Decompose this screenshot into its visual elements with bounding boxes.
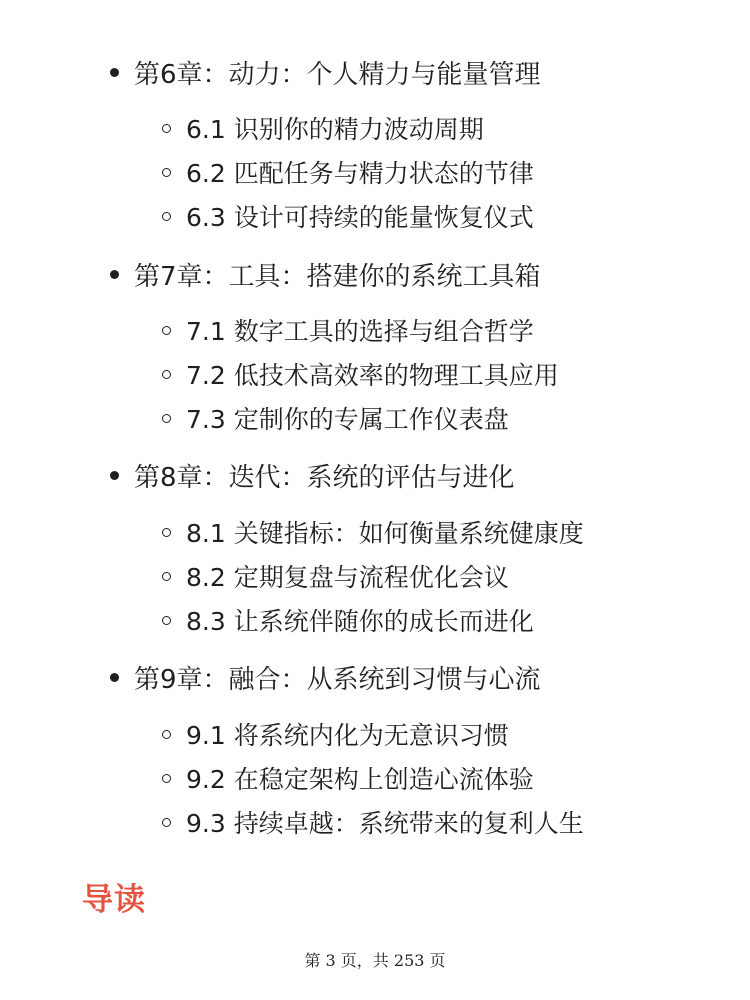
bullet-circle-icon [162, 774, 171, 783]
toc-chapter-9[interactable] [110, 657, 541, 697]
bullet-circle-icon [162, 370, 171, 379]
bullet-circle-icon [162, 528, 171, 537]
toc-section-6-1[interactable] [162, 110, 484, 146]
section-title: 9.3 持续卓越：系统带来的复利人生 [186, 809, 584, 838]
section-title: 7.2 低技术高效率的物理工具应用 [186, 361, 559, 390]
toc-section-6-2[interactable] [162, 154, 534, 190]
section-title: 6.2 匹配任务与精力状态的节律 [186, 159, 534, 188]
page-number-footer: 第 3 页，共 253 页 [304, 951, 446, 970]
bullet-circle-icon [162, 124, 171, 133]
chapter-title: 第7章：工具：搭建你的系统工具箱 [134, 261, 541, 292]
bullet-circle-icon [162, 326, 171, 335]
chapter-title: 第8章：迭代：系统的评估与进化 [134, 462, 515, 493]
toc-section-9-1[interactable] [162, 716, 509, 752]
bullet-circle-icon [162, 818, 171, 827]
toc-chapter-8[interactable] [110, 455, 515, 495]
bullet-circle-icon [162, 414, 171, 423]
section-title: 8.1 关键指标：如何衡量系统健康度 [186, 519, 584, 548]
section-title: 8.2 定期复盘与流程优化会议 [186, 563, 509, 592]
toc-section-8-3[interactable] [162, 602, 534, 638]
bullet-dot-icon [110, 68, 119, 77]
section-title: 8.3 让系统伴随你的成长而进化 [186, 607, 534, 636]
section-title: 6.1 识别你的精力波动周期 [186, 115, 484, 144]
section-title: 7.1 数字工具的选择与组合哲学 [186, 317, 534, 346]
bullet-circle-icon [162, 616, 171, 625]
chapter-title: 第9章：融合：从系统到习惯与心流 [134, 664, 541, 695]
section-title: 9.1 将系统内化为无意识习惯 [186, 721, 509, 750]
bullet-dot-icon [110, 270, 119, 279]
section-title: 7.3 定制你的专属工作仪表盘 [186, 405, 509, 434]
section-title: 6.3 设计可持续的能量恢复仪式 [186, 203, 534, 232]
toc-section-8-2[interactable] [162, 558, 509, 594]
toc-section-9-2[interactable] [162, 760, 534, 796]
toc-section-7-3[interactable] [162, 400, 509, 436]
section-title: 9.2 在稳定架构上创造心流体验 [186, 765, 534, 794]
section-heading-introduction: 导读 [82, 882, 146, 918]
bullet-circle-icon [162, 572, 171, 581]
bullet-circle-icon [162, 212, 171, 221]
toc-section-7-1[interactable] [162, 312, 534, 348]
toc-chapter-6[interactable] [110, 52, 541, 92]
toc-section-6-3[interactable] [162, 198, 534, 234]
bullet-circle-icon [162, 168, 171, 177]
chapter-title: 第6章：动力：个人精力与能量管理 [134, 59, 541, 90]
toc-section-9-3[interactable] [162, 804, 584, 840]
bullet-circle-icon [162, 730, 171, 739]
toc-section-7-2[interactable] [162, 356, 559, 392]
bullet-dot-icon [110, 673, 119, 682]
toc-chapter-7[interactable] [110, 254, 541, 294]
toc-section-8-1[interactable] [162, 514, 584, 550]
bullet-dot-icon [110, 471, 119, 480]
